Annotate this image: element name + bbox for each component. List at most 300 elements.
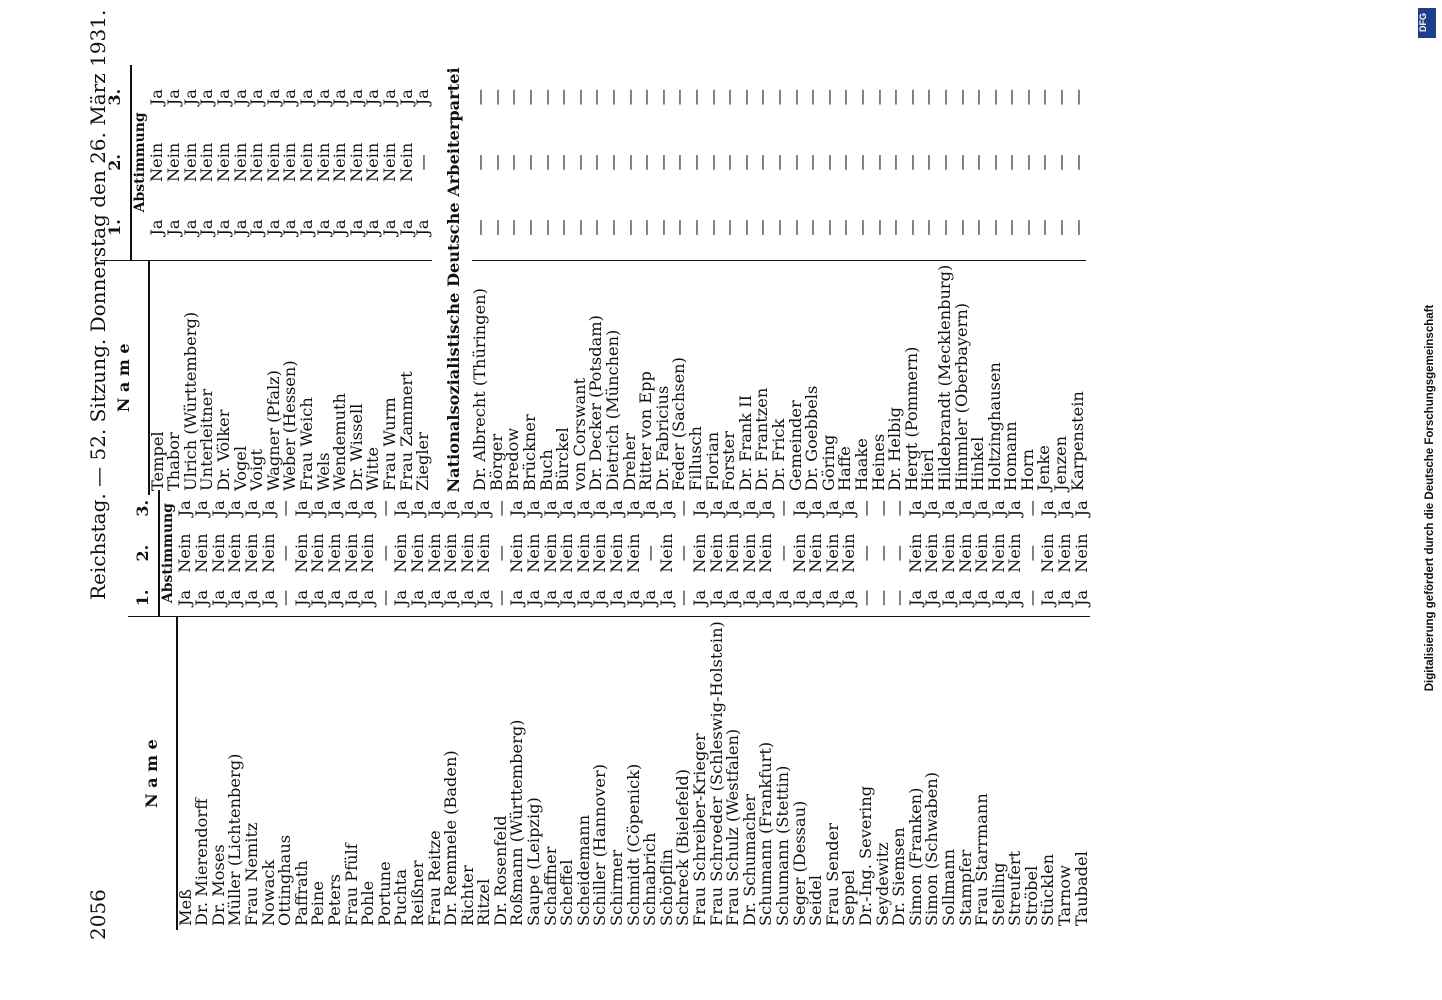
vote-1: — — [984, 219, 1004, 236]
table-row — [522, 65, 539, 495]
member-name: Hierl — [920, 260, 937, 495]
vote-3: Ja — [164, 89, 184, 106]
member-name: Göring — [821, 260, 838, 495]
vote-3: Ja — [938, 500, 958, 517]
member-name: Dr. Frantzen — [754, 260, 771, 495]
vote-2: — — [652, 154, 672, 171]
vote-1: — — [901, 219, 921, 236]
vote-3: — — [951, 89, 971, 106]
vote-2: — — [901, 154, 921, 171]
vote-1: Ja — [407, 589, 427, 606]
member-name: Simon (Franken) — [908, 617, 925, 930]
member-name: Frau Reitze — [427, 617, 444, 930]
vote-3: — — [984, 89, 1004, 106]
member-name: Ottinghaus — [277, 617, 294, 930]
vote-2: — — [934, 154, 954, 171]
table-row — [837, 65, 854, 495]
vote-3: Ja — [507, 500, 527, 517]
vote-2: — — [640, 545, 660, 562]
member-name: Dr. Albrecht (Thüringen) — [472, 260, 489, 495]
vote-3: Ja — [706, 500, 726, 517]
vote-2: Nein — [1055, 533, 1075, 573]
member-name: Peine — [310, 617, 327, 930]
left-vote-table — [128, 490, 1091, 930]
vote-1: Ja — [706, 589, 726, 606]
member-name: Fillusch — [688, 260, 705, 495]
vote-3: Ja — [723, 500, 743, 517]
vote-3: — — [652, 89, 672, 106]
vote-1: — — [768, 219, 788, 236]
vote-2: — — [768, 154, 788, 171]
vote-1: Ja — [258, 589, 278, 606]
vote-2: — — [603, 154, 623, 171]
vote-2: Nein — [756, 533, 776, 573]
member-name: Frau Schulz (Westfalen) — [725, 617, 742, 930]
vote-3: — — [772, 500, 792, 517]
vote-1: Ja — [1005, 589, 1025, 606]
vote-2: — — [1021, 545, 1041, 562]
vote-1: — — [835, 219, 855, 236]
vote-2: Nein — [524, 533, 544, 573]
vote-2: — — [1017, 154, 1037, 171]
vote-3: Ja — [955, 500, 975, 517]
vote-1: Ja — [690, 589, 709, 606]
vote-2: — — [855, 545, 875, 562]
vote-1: Ja — [192, 589, 212, 606]
vote-3: Ja — [1038, 500, 1058, 517]
name-column-header: N a m e — [100, 260, 149, 495]
vote-1: Ja — [557, 589, 577, 606]
vote-1: Ja — [988, 589, 1008, 606]
vote-1: — — [470, 219, 490, 236]
vote-3: Ja — [192, 500, 212, 517]
vote-1: Ja — [358, 589, 378, 606]
member-name: Puchta — [393, 617, 410, 930]
member-name: Frau Starrmann — [974, 617, 991, 930]
vote-3: — — [802, 89, 822, 106]
vote-1: — — [1067, 219, 1087, 236]
vote-2: Nein — [1005, 533, 1025, 573]
vote-3: — — [918, 89, 938, 106]
vote-3: — — [1067, 89, 1087, 106]
vote-2: Nein — [291, 533, 311, 573]
vote-1: — — [1001, 219, 1021, 236]
vote-1: — — [673, 589, 693, 606]
vote-2: — — [569, 154, 589, 171]
vote-3: Ja — [474, 500, 494, 517]
table-row — [382, 65, 399, 495]
member-name: Dr. Goebbels — [804, 260, 821, 495]
vote-1: — — [818, 219, 838, 236]
vote-1: — — [802, 219, 822, 236]
vote-3: — — [855, 500, 875, 517]
member-name: Brückner — [522, 260, 539, 495]
vote-3: — — [275, 500, 295, 517]
vote-3: — — [889, 500, 909, 517]
vote-1: Ja — [972, 589, 992, 606]
member-name: Wendemuth — [332, 260, 349, 495]
member-name: Horn — [1020, 260, 1037, 495]
vote-3: Ja — [358, 500, 378, 517]
member-name: Weber (Hessen) — [282, 260, 299, 495]
table-row — [1020, 65, 1037, 495]
member-name: Ritzel — [476, 617, 493, 930]
vote-3: — — [851, 89, 871, 106]
vote-3: Ja — [656, 500, 676, 517]
member-name: Sollmann — [941, 617, 958, 930]
vote-3: — — [768, 89, 788, 106]
member-name: Heines — [871, 260, 888, 495]
vote-2: Nein — [540, 533, 560, 573]
vote-3: Ja — [313, 89, 333, 106]
vote-1: — — [275, 589, 295, 606]
vote-3: — — [752, 89, 772, 106]
vote-3: Ja — [147, 89, 167, 106]
vote-3: — — [1051, 89, 1071, 106]
vote-1: Ja — [656, 589, 676, 606]
member-name: Stücklen — [1040, 617, 1057, 930]
vote-3: Ja — [441, 500, 461, 517]
vote-3: — — [619, 89, 639, 106]
vote-1-header: 1. — [128, 580, 159, 617]
vote-1: — — [855, 589, 875, 606]
vote-1: Ja — [208, 589, 228, 606]
vote-1: Ja — [524, 589, 544, 606]
member-name: Dr. Rosenfeld — [493, 617, 510, 930]
vote-1: — — [536, 219, 556, 236]
vote-1: Ja — [590, 589, 610, 606]
vote-1: Ja — [474, 589, 494, 606]
vote-2: Nein — [197, 142, 217, 183]
vote-3: Ja — [524, 500, 544, 517]
member-name: Meß — [177, 617, 195, 930]
member-name: Schiller (Hannover) — [592, 617, 609, 930]
table-row — [954, 65, 971, 495]
vote-3: Ja — [258, 500, 278, 517]
vote-3: Ja — [247, 89, 267, 106]
vote-1: Ja — [1071, 589, 1091, 606]
member-name: Dr. Schumacher — [742, 617, 759, 930]
member-name: Forster — [721, 260, 738, 495]
vote-1: — — [503, 219, 523, 236]
table-row — [415, 65, 432, 495]
vote-3: — — [503, 89, 523, 106]
vote-2: Nein — [706, 533, 726, 573]
vote-2: — — [702, 154, 722, 171]
member-name: Roßmann (Württemberg) — [509, 617, 526, 930]
member-name: Hinkel — [970, 260, 987, 495]
vote-2: Nein — [164, 142, 184, 183]
vote-1: — — [520, 219, 540, 236]
vote-2: — — [503, 154, 523, 171]
table-row — [1074, 490, 1091, 930]
member-name: Schirmer — [609, 617, 626, 930]
vote-3: Ja — [341, 500, 361, 517]
vote-2: Nein — [806, 533, 826, 573]
vote-1: — — [885, 219, 905, 236]
vote-3: — — [1001, 89, 1021, 106]
vote-2: Nein — [1071, 533, 1091, 573]
vote-3: Ja — [225, 500, 245, 517]
table-row — [854, 65, 871, 495]
vote-1: — — [374, 589, 394, 606]
vote-1: Ja — [739, 589, 759, 606]
vote-3: Ja — [407, 500, 427, 517]
member-name: Seidel — [808, 617, 825, 930]
vote-1: Ja — [441, 589, 461, 606]
vote-1: Ja — [640, 589, 660, 606]
vote-1: Ja — [230, 219, 250, 236]
vote-1: Ja — [789, 589, 809, 606]
member-name: Ritter von Epp — [638, 260, 655, 495]
member-name: Dr. Helbig — [887, 260, 904, 495]
vote-1: — — [735, 219, 755, 236]
vote-3: Ja — [391, 500, 411, 517]
member-name: Stampfer — [958, 617, 975, 930]
vote-3-header: 3. — [128, 490, 159, 527]
vote-2: Nein — [330, 142, 350, 183]
vote-1: Ja — [313, 219, 333, 236]
table-row — [904, 65, 921, 495]
vote-3: — — [586, 89, 606, 106]
vote-2: Nein — [258, 533, 278, 573]
vote-1: Ja — [147, 219, 167, 236]
member-name: Ziegler — [415, 260, 432, 495]
vote-2: — — [374, 545, 394, 562]
party-heading: Nationalsozialistische Deutsche Arbeiterpartei — [443, 67, 463, 493]
vote-1: Ja — [396, 219, 416, 236]
vote-2: Nein — [313, 142, 333, 183]
vote-3: Ja — [557, 500, 577, 517]
vote-2: — — [586, 154, 606, 171]
vote-2: — — [889, 545, 909, 562]
vote-3: Ja — [396, 89, 416, 106]
vote-1: Ja — [175, 589, 195, 606]
vote-2: — — [636, 154, 656, 171]
vote-1: — — [486, 219, 506, 236]
member-name: Taubadel — [1074, 617, 1091, 930]
vote-1: — — [619, 219, 639, 236]
nsdap-table-body — [472, 65, 1086, 495]
vote-2: Nein — [225, 533, 245, 573]
vote-1: Ja — [197, 219, 217, 236]
vote-3: Ja — [241, 500, 261, 517]
vote-1: Ja — [413, 219, 433, 236]
vote-3: — — [636, 89, 656, 106]
vote-1: — — [686, 219, 705, 236]
vote-2: — — [868, 154, 888, 171]
vote-1: Ja — [263, 219, 283, 236]
vote-1: Ja — [1055, 589, 1075, 606]
vote-1: — — [719, 219, 739, 236]
vote-2: — — [802, 154, 822, 171]
vote-3: — — [885, 89, 905, 106]
page-title: Reichstag. — 52. Sitzung. Donnerstag den 26. März 1931. — [86, 9, 110, 600]
table-row — [410, 490, 427, 930]
member-name: Himmler (Oberbayern) — [954, 260, 971, 495]
vote-2: Nein — [789, 533, 809, 573]
vote-2: Nein — [507, 533, 527, 573]
vote-1: — — [586, 219, 606, 236]
member-name: Feder (Sachsen) — [671, 260, 688, 495]
member-name: Richter — [460, 617, 477, 930]
member-name: Frau Nemitz — [244, 617, 261, 930]
vote-2: Nein — [247, 142, 267, 183]
vote-3: Ja — [180, 89, 200, 106]
vote-3: Ja — [175, 500, 195, 517]
vote-1: Ja — [922, 589, 942, 606]
member-name: Schumann (Frankfurt) — [758, 617, 775, 930]
member-name: Schumann (Stettin) — [775, 617, 792, 930]
member-name: Hildebrandt (Mecklenburg) — [937, 260, 954, 495]
member-name: Haake — [854, 260, 871, 495]
member-name: Frau Weich — [299, 260, 316, 495]
member-name: Thabor — [166, 260, 183, 495]
member-name: Dr. Völker — [216, 260, 233, 495]
vote-3: — — [536, 89, 556, 106]
vote-2: — — [984, 154, 1004, 171]
member-name: Ströbel — [1024, 617, 1041, 930]
member-name: Portune — [377, 617, 394, 930]
table-row — [299, 65, 316, 495]
vote-2: Nein — [656, 533, 676, 573]
member-name: Saupe (Leipzig) — [526, 617, 543, 930]
vote-1: Ja — [822, 589, 842, 606]
member-name: Tempel — [149, 260, 167, 495]
vote-1: Ja — [330, 219, 350, 236]
member-name: Frau Schroeder (Schleswig-Holstein) — [709, 617, 726, 930]
table-row — [233, 65, 250, 495]
vote-2: Nein — [324, 533, 344, 573]
vote-1: Ja — [180, 219, 200, 236]
member-name: Witte — [365, 260, 382, 495]
vote-2: — — [275, 545, 295, 562]
watermark-text: Digitalisierung gefördert durch die Deutsche Forschungsgemeinschaft — [1424, 304, 1436, 692]
vote-3: Ja — [690, 500, 709, 517]
vote-3: Ja — [457, 500, 477, 517]
vote-3: Ja — [789, 500, 809, 517]
member-name: Paffrath — [294, 617, 311, 930]
vote-3: Ja — [213, 89, 233, 106]
vote-1: — — [968, 219, 988, 236]
vote-1: — — [785, 219, 805, 236]
vote-1: Ja — [225, 589, 245, 606]
vote-1: Ja — [955, 589, 975, 606]
vote-2: — — [885, 154, 905, 171]
vote-3: — — [470, 89, 490, 106]
vote-3: Ja — [756, 500, 776, 517]
vote-2: — — [536, 154, 556, 171]
vote-2-header: 2. — [100, 129, 131, 195]
vote-3: Ja — [988, 500, 1008, 517]
vote-2: Nein — [723, 533, 743, 573]
vote-3: Ja — [379, 89, 399, 106]
member-name: Frau Zammert — [399, 260, 416, 495]
vote-3: — — [835, 89, 855, 106]
vote-2: — — [490, 545, 510, 562]
vote-3: Ja — [197, 89, 217, 106]
vote-3: Ja — [922, 500, 942, 517]
vote-3: — — [785, 89, 805, 106]
vote-1: Ja — [346, 219, 366, 236]
vote-3: Ja — [972, 500, 992, 517]
vote-1: — — [1034, 219, 1054, 236]
vote-1: Ja — [806, 589, 826, 606]
member-name: Karpenstein — [1070, 260, 1087, 495]
vote-2: Nein — [1038, 533, 1058, 573]
vote-2: — — [835, 154, 855, 171]
table-row — [216, 65, 233, 495]
vote-2: Nein — [573, 533, 593, 573]
vote-3: Ja — [573, 500, 593, 517]
member-name: Dr. Moses — [211, 617, 228, 930]
member-name: Dietrich (München) — [605, 260, 622, 495]
vote-2: Nein — [407, 533, 427, 573]
vote-1: Ja — [573, 589, 593, 606]
vote-1: — — [636, 219, 656, 236]
vote-2: — — [851, 154, 871, 171]
vote-2: Nein — [180, 142, 200, 183]
member-name: Holtzinghausen — [987, 260, 1004, 495]
table-row — [399, 65, 416, 495]
vote-2: Nein — [263, 142, 283, 183]
vote-2: — — [752, 154, 772, 171]
member-name: Schnabrich — [642, 617, 659, 930]
vote-2: Nein — [607, 533, 627, 573]
member-name: Schreck (Bielefeld) — [675, 617, 692, 930]
vote-3: — — [553, 89, 573, 106]
table-row — [605, 65, 622, 495]
vote-1: Ja — [938, 589, 958, 606]
vote-1: Ja — [623, 589, 643, 606]
vote-3: Ja — [739, 500, 759, 517]
member-name: Peters — [327, 617, 344, 930]
vote-2: Nein — [938, 533, 958, 573]
vote-2: Nein — [557, 533, 577, 573]
member-name: Dr. Siemsen — [891, 617, 908, 930]
table-row — [1070, 65, 1087, 495]
vote-3: Ja — [1055, 500, 1075, 517]
vote-2: Nein — [280, 142, 300, 183]
vote-2: — — [686, 154, 705, 171]
table-row — [941, 490, 958, 930]
vote-3: Ja — [590, 500, 610, 517]
vote-2: — — [951, 154, 971, 171]
member-name: Dr. Wissell — [349, 260, 366, 495]
vote-2: — — [470, 154, 490, 171]
vote-2: Nein — [822, 533, 842, 573]
vote-3: Ja — [346, 89, 366, 106]
member-name: Pohle — [360, 617, 377, 930]
vote-1: Ja — [772, 589, 792, 606]
vote-1: Ja — [296, 219, 316, 236]
vote-3: Ja — [640, 500, 660, 517]
table-row — [821, 65, 838, 495]
vote-3: Ja — [839, 500, 859, 517]
vote-2: Nein — [147, 142, 167, 183]
vote-1: Ja — [363, 219, 383, 236]
member-name: Dr. Mierendorff — [194, 617, 211, 930]
vote-2: Nein — [955, 533, 975, 573]
vote-2: Nein — [346, 142, 366, 183]
vote-3: — — [1021, 500, 1041, 517]
page-number: 2056 — [86, 889, 110, 940]
member-name: Stelling — [991, 617, 1008, 930]
vote-3: — — [603, 89, 623, 106]
vote-3: Ja — [905, 500, 925, 517]
vote-1: Ja — [424, 589, 444, 606]
vote-2: Nein — [296, 142, 316, 183]
